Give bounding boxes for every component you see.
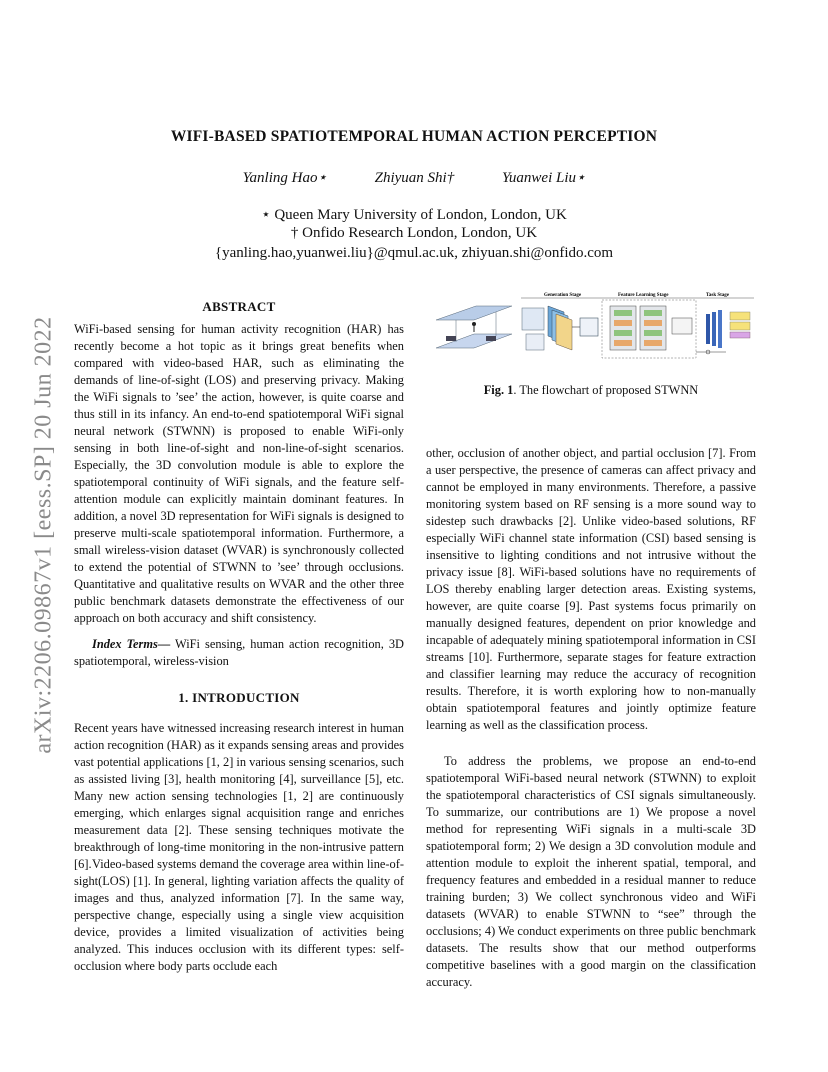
index-terms-label: Index Terms— — [92, 637, 171, 651]
paper-title: WIFI-BASED SPATIOTEMPORAL HUMAN ACTION PERCEPTION — [170, 128, 658, 145]
right-paragraph-2: To address the problems, we propose an end-to-end spatiotemporal WiFi-based neural network (STWNN) to exploit the spatiotemporal characteristics of CSI signals simultaneously. To summarize, our contributions are 1) We propose a novel method for representing WiFi signals in a multi-scale 3D spatiotemporal form; 2) We design a 3D convolution module and attention module to exploit the inherent spatial, temporal, and frequency features and embedded in a residual manner to reduce training burden; 3) We collect synchronous video and WiFi datasets (WVAR) to enable STWNN to “see” through the occlusions; 4) We conduct experiments on three public benchmark datasets. The results show that our method outperforms competitive baselines with a good margin on the classification accuracy. — [426, 754, 756, 989]
abstract-heading: ABSTRACT — [202, 299, 276, 314]
author-2: Zhiyuan Shi† — [374, 170, 455, 186]
stage-label-task: Task Stage — [706, 293, 730, 298]
arxiv-sidebar — [26, 290, 62, 780]
intro-paragraph-2: Video-based systems demand the coverage area within line-of-sight(LOS) [1]. In general, lighting variation affects the quality of images and thus, analyzed information [7]. In the same way, perspective change, especially using a single view acquisition device, provides a limited visualization of activities being analyzed. This induces occlusion with its different types: self-occlusion where body parts occlude each — [74, 857, 404, 973]
figure-1-flowchart — [426, 290, 758, 368]
flowchart-diagram — [426, 290, 758, 368]
figure-caption-label: Fig. 1 — [483, 383, 514, 397]
figure-1-caption — [426, 383, 756, 398]
index-terms — [74, 636, 404, 670]
author-3: Yuanwei Liu⋆ — [501, 170, 586, 186]
stage-label-generation: Generation Stage — [544, 293, 582, 298]
author-list — [0, 168, 828, 187]
figure-caption-text: . The flowchart of proposed STWNN — [513, 383, 699, 397]
affiliation-2: † Onfido Research London, London, UK — [290, 225, 538, 241]
intro-heading: 1. INTRODUCTION — [178, 690, 300, 705]
affiliation-1: ⋆ Queen Mary University of London, London, UK — [261, 207, 567, 223]
arxiv-identifier: arXiv:2206.09867v1 [eess.SP] 20 Jun 2022 — [30, 316, 57, 754]
stage-label-feature: Feature Learning Stage — [618, 293, 669, 298]
intro-paragraph-1: Recent years have witnessed increasing research interest in human action recognition (HAR) as it expands sensing areas and provides vast potential applications [1, 2] in various sensing scenarios, such as assisted living [3], health monitoring [4], surveillance [5], etc. Many new action sensing technologies [1, 2] are continuously emerging, which enlarges signal acquisition range and enriches measurement data [2]. These sensing techniques motivate the breakthrough of long-time monitoring in the non-intrusive pattern [6]. — [74, 721, 405, 871]
index-terms-text: WiFi sensing, human action recognition, 3D spatiotemporal, wireless-vision — [74, 637, 404, 668]
author-emails: {yanling.hao,yuanwei.liu}@qmul.ac.uk, zhiyuan.shi@onfido.com — [214, 245, 614, 261]
right-paragraph-1: other, occlusion of another object, and partial occlusion [7]. From a user perspective, the presence of cameras can affect privacy and cannot be employed in many environments. Therefore, a passive monitoring system based on RF sensing is a more sound way to sidestep such drawbacks [2]. Unlike video-based solutions, RF especially WiFi channel state information (CSI) based sensing is insensitive to lighting conditions and not intrusive without the privacy issue [8]. WiFi-based solutions have no requirements of LOS thereby enabling larger detection areas. Existing systems, however, are quite coarse [9]. Past systems focus primarily on manually designed features, dependent on prior knowledge and incapable of adequately mining spatiotemporal information in CSI streams [10]. Furthermore, separate stages for feature extraction and classifier learning may reduce the accuracy of recognition results. Therefore, it is worth exploring how to non-manually obtain spatiotemporal features and jointly optimize feature learning as well as the classification process. — [426, 446, 756, 732]
author-1: Yanling Hao⋆ — [242, 170, 327, 186]
abstract-text: WiFi-based sensing for human activity recognition (HAR) has recently become a hot topic as it brings great benefits when compared with video-based HAR, such as eliminating the demands of line-of-sight (LOS) and preserving privacy. Making the WiFi signals to ’see’ the action, however, is quite coarse and thus still in its infancy. An end-to-end spatiotemporal WiFi signal neural network (STWNN) is proposed to enable WiFi-only sensing in both line-of-sight and non-line-of-sight scenarios. Especially, the 3D convolution module is able to explore the spatiotemporal continuity of WiFi signals, and the feature self-attention module can explicitly maintain dominant features. In addition, a novel 3D representation for WiFi signals is designed to preserve multi-scale spatiotemporal information. Furthermore, a small wireless-vision dataset (WVAR) is synchronously collected to extend the potential of STWNN to ’see’ through occlusions. Quantitative and qualitative results on WVAR and the other three public benchmark datasets demonstrate the effectiveness of our approach on both accuracy and shift consistency. — [74, 322, 404, 625]
